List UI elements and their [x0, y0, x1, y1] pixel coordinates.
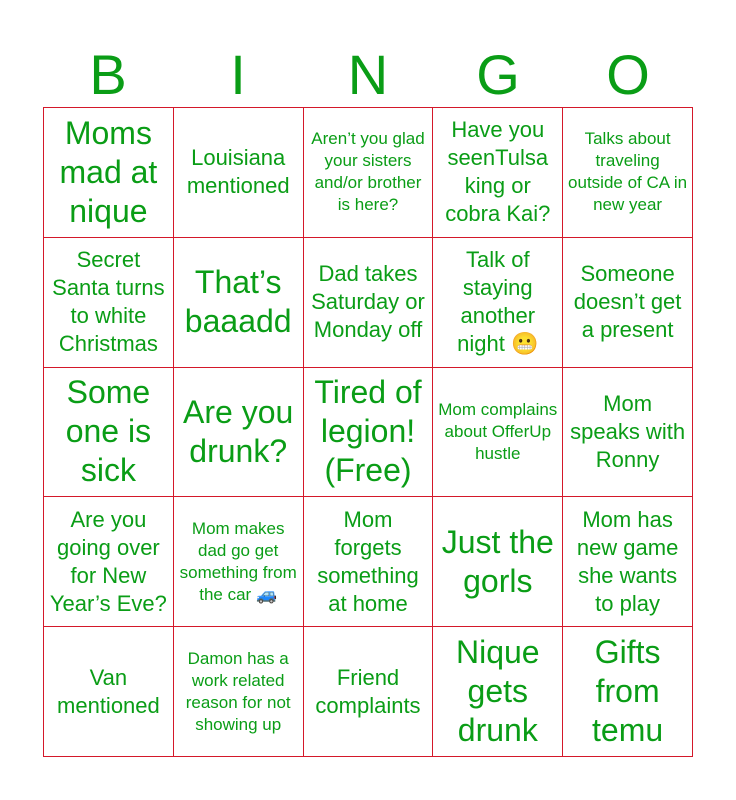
bingo-cell[interactable]: Are you going over for New Year’s Eve? [44, 497, 174, 627]
bingo-cell[interactable]: Are you drunk? [174, 368, 304, 498]
bingo-cell[interactable]: Just the gorls [433, 497, 563, 627]
header-letter-n: N [347, 43, 389, 106]
bingo-cell[interactable]: Friend complaints [304, 627, 434, 757]
bingo-board [43, 107, 693, 757]
bingo-cell[interactable]: Mom forgets something at home [304, 497, 434, 627]
bingo-cell[interactable]: Moms mad at nique [44, 108, 174, 238]
bingo-cell[interactable]: Damon has a work related reason for not showing up [174, 627, 304, 757]
bingo-cell[interactable]: Have you seenTulsa king or cobra Kai? [433, 108, 563, 238]
bingo-cell[interactable]: Someone doesn’t get a present [563, 238, 693, 368]
header-letter-g: G [476, 43, 520, 106]
header-letter-b: B [89, 43, 127, 106]
bingo-cell[interactable]: That’s baaadd [174, 238, 304, 368]
bingo-cell[interactable]: Mom speaks with Ronny [563, 368, 693, 498]
bingo-cell[interactable]: Mom makes dad go get something from the car 🚙 [174, 497, 304, 627]
bingo-cell[interactable]: Louisiana mentioned [174, 108, 304, 238]
bingo-cell[interactable]: Van mentioned [44, 627, 174, 757]
bingo-cell[interactable]: Secret Santa turns to white Christmas [44, 238, 174, 368]
bingo-header [43, 44, 693, 106]
bingo-cell[interactable]: Some one is sick [44, 368, 174, 498]
bingo-cell[interactable]: Talks about traveling outside of CA in new year [563, 108, 693, 238]
bingo-cell[interactable]: Gifts from temu [563, 627, 693, 757]
bingo-cell[interactable]: Mom complains about OfferUp hustle [433, 368, 563, 498]
bingo-cell[interactable]: Dad takes Saturday or Monday off [304, 238, 434, 368]
header-letter-i: I [230, 43, 246, 106]
bingo-cell[interactable]: Nique gets drunk [433, 627, 563, 757]
bingo-cell[interactable]: Mom has new game she wants to play [563, 497, 693, 627]
bingo-cell[interactable]: Talk of staying another night 😬 [433, 238, 563, 368]
bingo-cell[interactable]: Tired of legion! (Free) [304, 368, 434, 498]
header-letter-o: O [606, 43, 650, 106]
bingo-cell[interactable]: Aren’t you glad your sisters and/or brother is here? [304, 108, 434, 238]
